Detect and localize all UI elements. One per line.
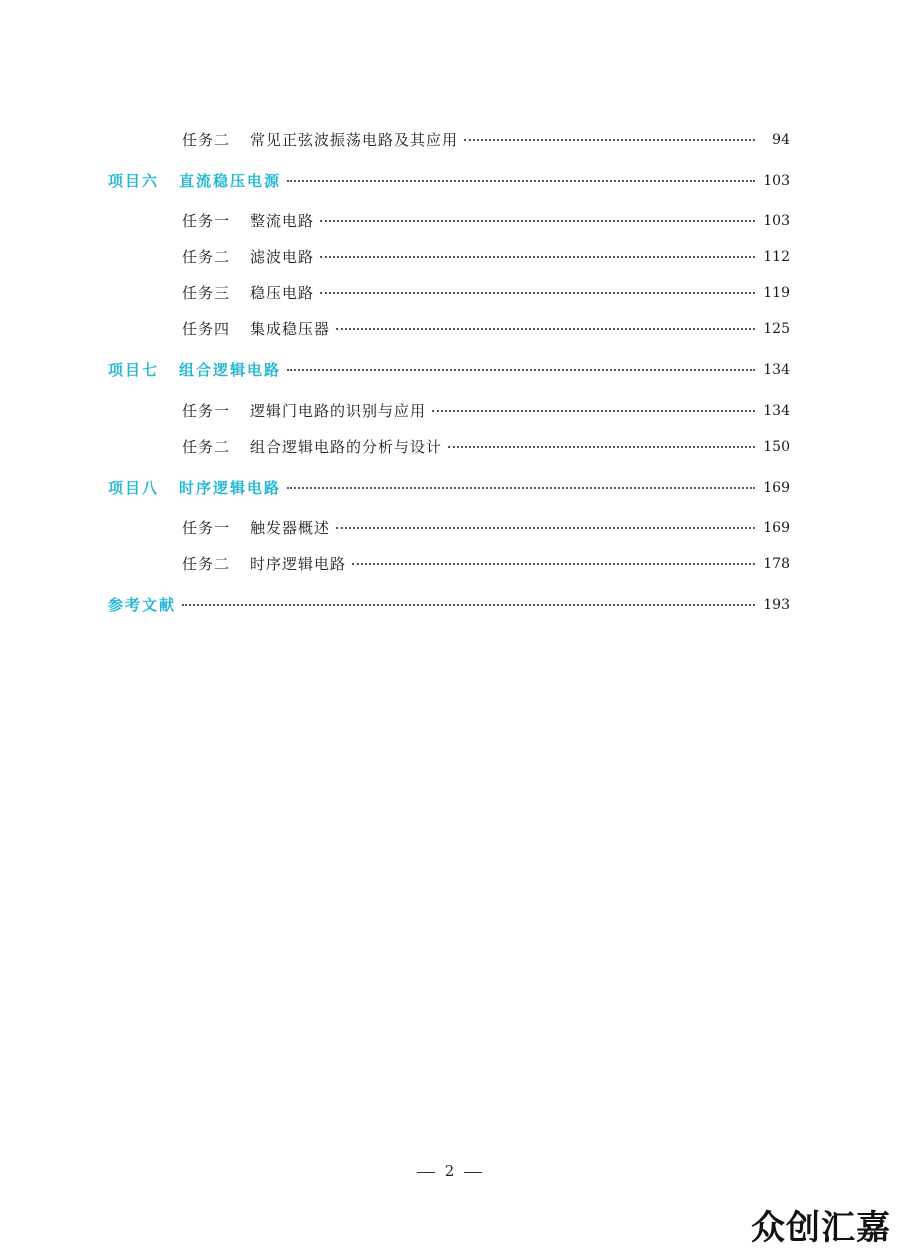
toc-entry-title: 时序逻辑电路 bbox=[250, 555, 347, 573]
toc-page-number: 94 bbox=[768, 128, 790, 152]
toc-entry-label bbox=[108, 358, 285, 382]
toc-entry-label bbox=[182, 209, 318, 233]
toc-leader-dots bbox=[432, 410, 755, 412]
toc-entry-title: 逻辑门电路的识别与应用 bbox=[250, 402, 427, 420]
toc-leader-dots bbox=[320, 220, 755, 222]
toc-project-entry[interactable] bbox=[0, 169, 899, 193]
toc-entry-label bbox=[108, 593, 180, 617]
watermark-logo: 众创汇嘉 bbox=[751, 1208, 891, 1248]
toc-entry-prefix: 任务二 bbox=[182, 438, 231, 456]
toc-entry-title: 稳压电路 bbox=[250, 284, 315, 302]
toc-task-entry[interactable] bbox=[0, 399, 899, 423]
toc-entry-prefix: 项目七 bbox=[108, 361, 160, 379]
toc-entry-title: 时序逻辑电路 bbox=[179, 479, 282, 497]
toc-entry-prefix: 任务二 bbox=[182, 131, 231, 149]
toc-entry-title: 直流稳压电源 bbox=[179, 172, 282, 190]
toc-leader-dots bbox=[182, 604, 755, 606]
toc-entry-title: 集成稳压器 bbox=[250, 320, 331, 338]
toc-task-entry[interactable] bbox=[0, 245, 899, 269]
toc-page-number: 193 bbox=[759, 593, 790, 617]
toc-task-entry[interactable] bbox=[0, 317, 899, 341]
footer-dash-right bbox=[464, 1172, 482, 1173]
toc-page-number: 178 bbox=[759, 552, 790, 576]
toc-entry-label bbox=[182, 552, 350, 576]
toc-project-entry[interactable] bbox=[0, 476, 899, 500]
toc-task-entry[interactable] bbox=[0, 516, 899, 540]
toc-task-entry[interactable] bbox=[0, 128, 899, 152]
toc-page-number: 103 bbox=[759, 169, 790, 193]
toc-leader-dots bbox=[448, 446, 755, 448]
toc-entry-title: 触发器概述 bbox=[250, 519, 331, 537]
toc-entry-title: 滤波电路 bbox=[250, 248, 315, 266]
page-footer bbox=[0, 1162, 899, 1180]
toc-entry-prefix: 任务一 bbox=[182, 212, 231, 230]
toc-page-number: 134 bbox=[759, 399, 790, 423]
toc-task-entry[interactable] bbox=[0, 435, 899, 459]
toc-page-number: 125 bbox=[759, 317, 790, 341]
toc-task-entry[interactable] bbox=[0, 552, 899, 576]
toc-leader-dots bbox=[464, 139, 755, 141]
toc-task-entry[interactable] bbox=[0, 209, 899, 233]
toc-entry-label bbox=[182, 281, 318, 305]
toc-page-number: 169 bbox=[759, 516, 790, 540]
toc-leader-dots bbox=[320, 256, 755, 258]
toc-entry-title: 常见正弦波振荡电路及其应用 bbox=[250, 131, 459, 149]
toc-leader-dots bbox=[287, 487, 755, 489]
toc-page-number: 169 bbox=[759, 476, 790, 500]
toc-entry-label bbox=[182, 435, 446, 459]
toc-leader-dots bbox=[320, 292, 755, 294]
footer-dash-left bbox=[417, 1172, 435, 1173]
toc-leader-dots bbox=[336, 527, 755, 529]
toc-page-number: 112 bbox=[759, 245, 790, 269]
toc-references-entry[interactable] bbox=[0, 593, 899, 617]
toc-entry-title: 参考文献 bbox=[108, 596, 177, 614]
toc-entry-label bbox=[108, 476, 285, 500]
toc-leader-dots bbox=[287, 369, 755, 371]
toc-entry-label bbox=[182, 317, 334, 341]
toc-entry-prefix: 项目六 bbox=[108, 172, 160, 190]
toc-task-entry[interactable] bbox=[0, 281, 899, 305]
toc-entry-prefix: 任务一 bbox=[182, 402, 231, 420]
toc-entry-prefix: 任务一 bbox=[182, 519, 231, 537]
toc-leader-dots bbox=[336, 328, 755, 330]
toc-entry-prefix: 任务二 bbox=[182, 555, 231, 573]
toc-entry-prefix: 任务二 bbox=[182, 248, 231, 266]
toc-page-number: 119 bbox=[759, 281, 790, 305]
toc-page-number: 134 bbox=[759, 358, 790, 382]
toc-page-number: 103 bbox=[759, 209, 790, 233]
toc-entry-prefix: 任务四 bbox=[182, 320, 231, 338]
toc-entry-label bbox=[182, 399, 430, 423]
toc-entry-title: 组合逻辑电路的分析与设计 bbox=[250, 438, 443, 456]
toc-page-number: 150 bbox=[759, 435, 790, 459]
toc-entry-label bbox=[108, 169, 285, 193]
toc-entry-label bbox=[182, 245, 318, 269]
toc-entry-title: 组合逻辑电路 bbox=[179, 361, 282, 379]
toc-entry-label bbox=[182, 128, 462, 152]
toc-entry-prefix: 任务三 bbox=[182, 284, 231, 302]
toc-entry-title: 整流电路 bbox=[250, 212, 315, 230]
toc-project-entry[interactable] bbox=[0, 358, 899, 382]
toc-entry-prefix: 项目八 bbox=[108, 479, 160, 497]
toc-leader-dots bbox=[287, 180, 755, 182]
page-number: 2 bbox=[444, 1162, 455, 1180]
toc-leader-dots bbox=[352, 563, 755, 565]
toc-entry-label bbox=[182, 516, 334, 540]
